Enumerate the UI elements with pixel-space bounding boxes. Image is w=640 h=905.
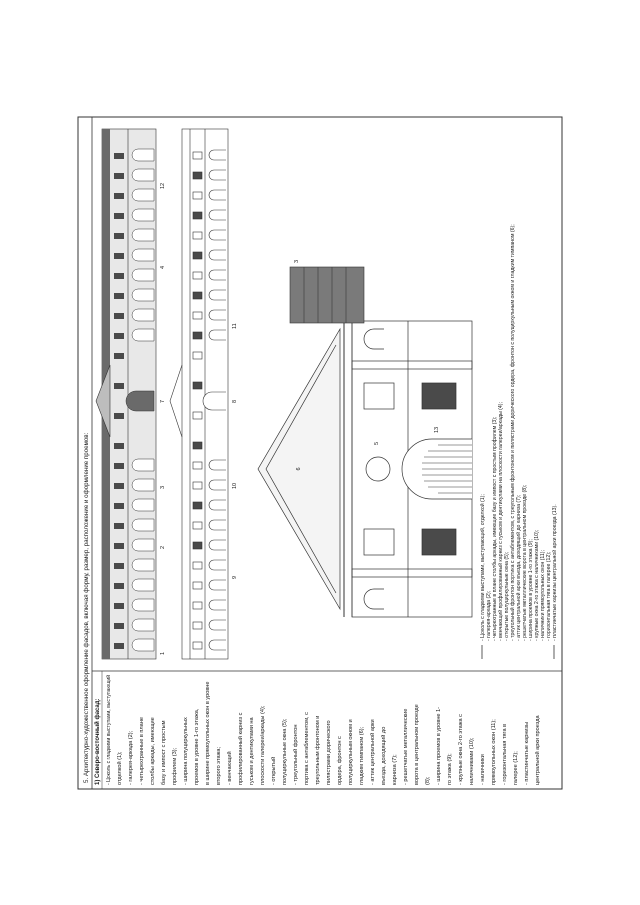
window	[114, 233, 124, 239]
detail-pilaster	[352, 569, 472, 577]
callout-label: 7	[160, 399, 166, 403]
section-title: 1) Северо-восточный фасад:	[95, 698, 101, 785]
legend-item: - ширина проемов в уровне 1-го этажа (9);	[528, 539, 534, 641]
window	[193, 332, 202, 339]
legend-item: - четырехгранные в плане столбы аркады, имеющие базу и импост с простым профилем (3);	[492, 416, 498, 641]
window	[193, 542, 202, 549]
arch	[132, 559, 154, 571]
arch	[132, 479, 154, 491]
legend-item: - горизонтальная тяга в галерее (12);	[546, 551, 552, 641]
legend-item: - Цоколь с гладкими выступами, выступающий, отделкой (1);	[480, 494, 486, 641]
window	[114, 623, 124, 629]
window	[114, 443, 124, 449]
arch	[132, 229, 154, 241]
description-line: - галерея-аркада (2);	[128, 730, 134, 785]
window	[114, 383, 124, 389]
window	[193, 602, 202, 609]
arch	[132, 329, 154, 341]
detail-side-arch	[364, 589, 384, 609]
description-line: ворота в центральном проезде	[414, 704, 420, 785]
description-line: центральной арки проезда	[535, 715, 541, 785]
description-line: прямоугольных окон (11);	[491, 719, 497, 785]
arch	[132, 639, 154, 651]
arch	[132, 619, 154, 631]
description-line: профилем (3);	[172, 747, 178, 785]
description-line: базу и импост с простым	[161, 720, 167, 785]
arch	[132, 599, 154, 611]
window	[193, 252, 202, 259]
window	[114, 273, 124, 279]
facade-line-elevation	[170, 129, 228, 659]
arch	[209, 480, 226, 490]
description-line: галерее (12);	[513, 751, 519, 785]
description-line: второго этажа;	[216, 746, 222, 785]
description-line: столбы аркады, имеющие	[150, 717, 156, 785]
callout-label: 11	[232, 323, 238, 329]
window	[114, 293, 124, 299]
legend-item: - решетчатые металлические ворота в центральном проезде (8);	[522, 484, 528, 641]
detail-window	[364, 383, 394, 409]
arch	[209, 310, 226, 320]
description-line: - пластинчатые карнизы	[524, 721, 530, 785]
arch	[209, 190, 226, 200]
description-line: профилированный карниз с	[238, 712, 244, 785]
description-line: - открытый	[271, 756, 277, 785]
arch	[126, 391, 154, 411]
elevation-callouts	[232, 323, 238, 579]
arch	[132, 289, 154, 301]
window	[193, 582, 202, 589]
arch	[209, 460, 226, 470]
description-line: - аттик центральной арки	[370, 719, 376, 785]
legend-item: - крупные окна 2-го этажа с наличниками (10);	[534, 529, 540, 641]
detail-window	[364, 529, 394, 555]
description-line: отделкой (1);	[117, 751, 123, 785]
window	[114, 213, 124, 219]
legend-list	[479, 224, 558, 659]
arch	[132, 149, 154, 161]
description-line: - ширина полуциркульных	[183, 717, 189, 785]
window	[193, 192, 202, 199]
description-list	[105, 663, 541, 785]
arch	[132, 499, 154, 511]
description-line: - четырехгранные в плане	[139, 717, 145, 785]
window	[114, 543, 124, 549]
window	[193, 482, 202, 489]
callout-label: 2	[160, 545, 166, 549]
window	[193, 312, 202, 319]
arch	[132, 249, 154, 261]
arch	[132, 309, 154, 321]
arch	[209, 150, 226, 160]
window	[114, 353, 124, 359]
window	[114, 603, 124, 609]
legend-item: - аттик центральной арки въезда, доходящий до карниза (7);	[516, 494, 522, 641]
callout-label: 5	[374, 441, 380, 445]
window	[193, 382, 202, 389]
arch	[209, 540, 226, 550]
window	[193, 212, 202, 219]
description-line: портика с антаблементом, с	[304, 712, 310, 785]
legend-item: - треугольный фронтон портика с антаблементом, с треугольным фронтоном и пилястрами дорического ордера, фронтон с полуциркульным окном и гладким тимпаном (6);	[510, 224, 516, 641]
fragment-photo	[290, 267, 364, 323]
arch	[132, 539, 154, 551]
window	[193, 172, 202, 179]
description-line: - ширина проемов в уровне 1-	[436, 706, 442, 785]
arch	[209, 600, 226, 610]
legend-item: - открытые полуциркульные окна (5);	[504, 551, 510, 641]
description-line: - треугольный фронтон	[293, 724, 299, 785]
arch	[132, 519, 154, 531]
window	[193, 232, 202, 239]
window	[193, 522, 202, 529]
description-line: - наличники	[480, 754, 486, 785]
window	[114, 173, 124, 179]
window	[193, 642, 202, 649]
window	[193, 462, 202, 469]
description-line: гладким тимпаном (6);	[359, 726, 365, 785]
detail-side-arch	[364, 329, 384, 349]
arch	[209, 640, 226, 650]
description-line: гуськом и дентикулами на	[249, 717, 255, 785]
description-line: в ширине прямоугольных окон в уровне	[205, 681, 211, 785]
window	[193, 292, 202, 299]
window	[114, 193, 124, 199]
arch	[209, 250, 226, 260]
window	[193, 272, 202, 279]
callout-label: 3	[160, 485, 166, 489]
description-line: полуциркульные окна (5);	[282, 718, 288, 785]
callout-label: 8	[232, 399, 238, 403]
callout-label: 13	[434, 426, 440, 433]
arch	[132, 169, 154, 181]
detail-pilaster	[352, 361, 472, 369]
callout-label: 12	[160, 182, 166, 189]
elevation-upper-windows	[193, 152, 202, 649]
callout-label: 9	[232, 575, 238, 579]
window	[193, 412, 202, 419]
arch	[209, 290, 226, 300]
description-line: ордера, фронтон с	[337, 736, 343, 785]
arch	[209, 560, 226, 570]
description-line: плоскости галереи/аркады (4);	[260, 705, 266, 785]
arch	[209, 330, 226, 340]
window	[114, 643, 124, 649]
callout-label: 1	[160, 651, 166, 655]
description-line: наличниками (10);	[469, 737, 475, 785]
portico-detail	[258, 321, 472, 617]
detail-oculus	[366, 457, 390, 481]
elevation-pediment	[170, 365, 182, 437]
description-line: пилястрами дорического	[326, 720, 332, 785]
window	[193, 442, 202, 449]
arch	[132, 459, 154, 471]
description-line: - венчающий	[227, 751, 233, 785]
window	[114, 483, 124, 489]
window	[114, 313, 124, 319]
arch	[209, 210, 226, 220]
description-line: - горизонтальная тяга в	[502, 723, 508, 785]
fragment-detail	[290, 260, 364, 323]
legend-item: - пластинчатые карнизы центральной арки проезда (13).	[552, 504, 558, 641]
window	[114, 503, 124, 509]
arch	[209, 620, 226, 630]
page-heading: 5. Архитектурно-художественное оформление фасадов, включая форму, размер, расположение и оформление проемов:	[83, 432, 90, 783]
arch	[132, 269, 154, 281]
photo-callouts	[160, 183, 166, 655]
description-line: треугольным фронтоном и	[315, 715, 321, 785]
window	[114, 563, 124, 569]
window	[193, 152, 202, 159]
arch	[209, 170, 226, 180]
callout-label: 6	[296, 467, 302, 471]
description-line: карниза (7);	[392, 754, 398, 785]
arch	[209, 580, 226, 590]
window	[114, 413, 124, 419]
rotated-content	[83, 117, 562, 789]
window	[193, 502, 202, 509]
callout-label: 4	[160, 265, 166, 269]
description-line: полуциркульным окном и	[348, 719, 354, 785]
arch	[209, 520, 226, 530]
window	[114, 583, 124, 589]
arch	[132, 189, 154, 201]
window	[114, 523, 124, 529]
window	[193, 562, 202, 569]
window	[114, 153, 124, 159]
window	[114, 253, 124, 259]
arch	[209, 230, 226, 240]
window	[114, 333, 124, 339]
window	[193, 352, 202, 359]
arch	[132, 579, 154, 591]
callout-label: 10	[232, 482, 238, 489]
arch	[209, 270, 226, 280]
facade-photo-elevation	[96, 129, 166, 659]
arch	[209, 500, 226, 510]
description-line: го этажа (9);	[447, 753, 453, 785]
description-line: въезда, доходящий до	[381, 726, 387, 785]
detail-window	[422, 529, 456, 555]
arch	[132, 209, 154, 221]
description-line: - решетчатые металлические	[403, 708, 409, 785]
legend-item: - венчающий профилированный карниз с гуськом и дентикулами на плоскости галереи/аркады (4);	[498, 402, 504, 641]
description-line: проемов в уровне 1-го этажа,	[194, 708, 200, 785]
detail-window	[422, 383, 456, 409]
elevation-lower-arches	[203, 150, 226, 650]
description-line: - Цоколь с гладкими выступами, выступающий	[106, 663, 112, 785]
callout-label: 3	[294, 259, 300, 263]
description-line: (8);	[425, 776, 431, 785]
arch	[203, 392, 226, 410]
legend-item: - галерея-аркада (2);	[486, 590, 492, 641]
legend-item: - наличники прямоугольных окон (11);	[540, 550, 546, 641]
window	[193, 622, 202, 629]
window	[114, 463, 124, 469]
description-line: - крупные окна 2-го этажа с	[458, 714, 464, 785]
